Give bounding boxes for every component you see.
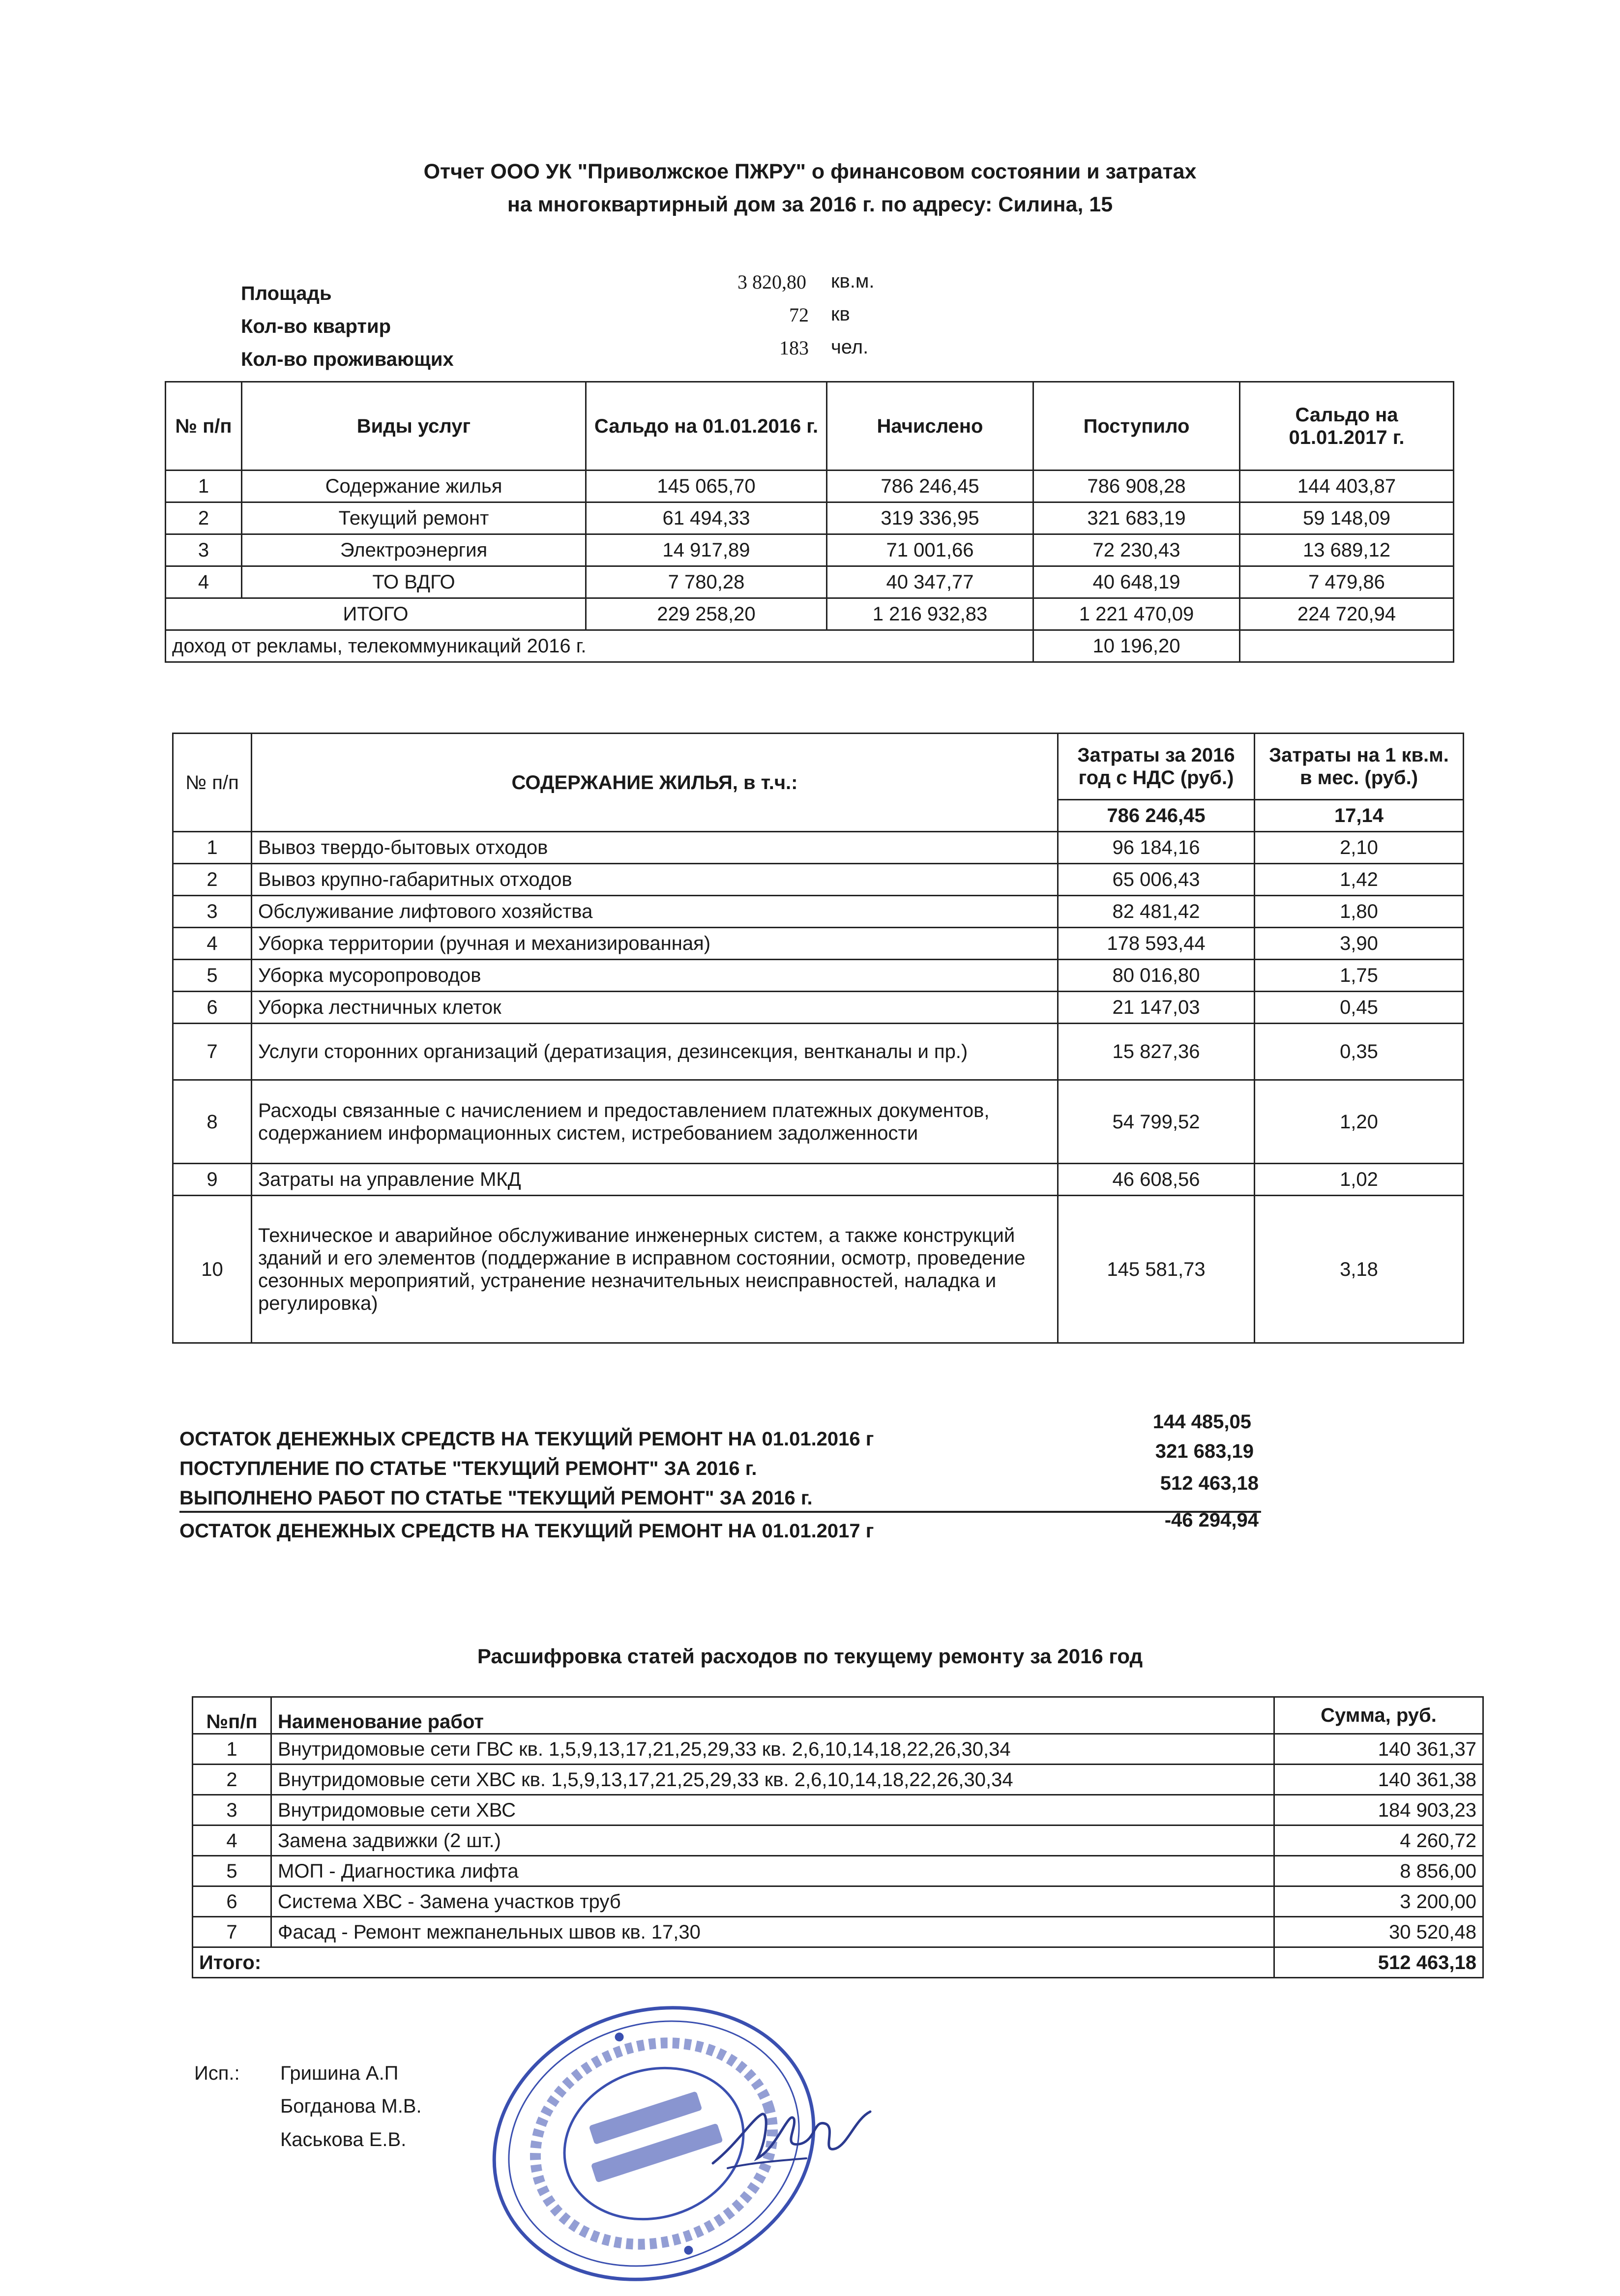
table-row — [193, 1917, 1483, 1947]
signature-stroke — [713, 2112, 870, 2163]
executor-name: Богданова М.В. — [280, 2095, 422, 2117]
row-num: 4 — [166, 566, 242, 598]
balance-start: 14 917,89 — [586, 534, 827, 566]
residents-label: Кол-во проживающих — [241, 349, 454, 370]
cost-item: Техническое и аварийное обслуживание инженерных систем, а также конструкций зданий и его элементов (поддержание в исправном состоянии, осмотр, проведение сезонных мероприятий, устранение незначительных неисправностей, наладка и регулировка) — [252, 1196, 1058, 1343]
table-row — [166, 566, 1454, 598]
executor-name: Каськова Е.В. — [280, 2129, 407, 2150]
total-cost-sqm: 17,14 — [1255, 800, 1464, 832]
services-header-row — [166, 382, 1454, 471]
service-name: ТО ВДГО — [242, 566, 586, 598]
row-num: 7 — [193, 1917, 271, 1947]
cost-year: 65 006,43 — [1058, 864, 1255, 896]
row-num: 9 — [173, 1164, 252, 1196]
seal-dot — [683, 2245, 694, 2256]
balance-end: 13 689,12 — [1240, 534, 1454, 566]
cost-item: Расходы связанные с начислением и предоставлением платежных документов, содержанием информационных систем, истребованием задолженности — [252, 1080, 1058, 1164]
work-sum: 30 520,48 — [1274, 1917, 1483, 1947]
work-sum: 184 903,23 — [1274, 1795, 1483, 1825]
row-num: 1 — [166, 471, 242, 502]
cost-item: Уборка лестничных клеток — [252, 992, 1058, 1024]
report-title-line2: на многоквартирный дом за 2016 г. по адресу: Силина, 15 — [507, 193, 1113, 216]
cost-item: Обслуживание лифтового хозяйства — [252, 896, 1058, 928]
report-title-line1: Отчет ООО УК "Приволжское ПЖРУ" о финансовом состоянии и затратах — [423, 160, 1197, 183]
seal-dot — [614, 2031, 625, 2043]
row-num: 2 — [173, 864, 252, 896]
cost-year: 46 608,56 — [1058, 1164, 1255, 1196]
cost-year: 178 593,44 — [1058, 928, 1255, 960]
received: 72 230,43 — [1033, 534, 1240, 566]
balance-start-label: ОСТАТОК ДЕНЕЖНЫХ СРЕДСТВ НА ТЕКУЩИЙ РЕМОНТ НА 01.01.2016 г — [179, 1428, 874, 1450]
table-row — [193, 1825, 1483, 1856]
handwritten-signature — [708, 2090, 875, 2188]
table-row — [193, 1765, 1483, 1795]
total-row — [193, 1947, 1483, 1978]
row-num: 2 — [166, 502, 242, 534]
col-header-received: Поступило — [1033, 382, 1240, 471]
cost-item: Вывоз твердо-бытовых отходов — [252, 832, 1058, 864]
balance-end: 7 479,86 — [1240, 566, 1454, 598]
col-header-cost-sqm: Затраты на 1 кв.м. в мес. (руб.) — [1255, 734, 1464, 800]
charged: 71 001,66 — [827, 534, 1033, 566]
table-row — [173, 1196, 1464, 1343]
repair-income-label: ПОСТУПЛЕНИЕ ПО СТАТЬЕ "ТЕКУЩИЙ РЕМОНТ" ЗА 2016 г. — [179, 1458, 757, 1479]
table-row — [173, 864, 1464, 896]
table-row — [173, 832, 1464, 864]
total-balance-end: 224 720,94 — [1240, 598, 1454, 630]
service-name: Содержание жилья — [242, 471, 586, 502]
table-row — [193, 1856, 1483, 1886]
table-row — [173, 1024, 1464, 1080]
work-name: Замена задвижки (2 шт.) — [271, 1825, 1274, 1856]
maintenance-header-row — [173, 734, 1464, 800]
repair-done-label: ВЫПОЛНЕНО РАБОТ ПО СТАТЬЕ "ТЕКУЩИЙ РЕМОНТ" ЗА 2016 г. — [179, 1487, 813, 1509]
cost-year: 96 184,16 — [1058, 832, 1255, 864]
cost-sqm: 0,35 — [1255, 1024, 1464, 1080]
cost-year: 80 016,80 — [1058, 960, 1255, 992]
repairs-header-row — [193, 1697, 1483, 1734]
cost-item: Уборка мусоропроводов — [252, 960, 1058, 992]
row-num: 10 — [173, 1196, 252, 1343]
col-header-num: № п/п — [166, 382, 242, 471]
work-name: Внутридомовые сети ХВС кв. 1,5,9,13,17,21,25,29,33 кв. 2,6,10,14,18,22,26,30,34 — [271, 1765, 1274, 1795]
repairs-table — [192, 1696, 1484, 1978]
row-num: 8 — [173, 1080, 252, 1164]
cost-item: Затраты на управление МКД — [252, 1164, 1058, 1196]
work-sum: 3 200,00 — [1274, 1886, 1483, 1917]
col-header-service: Виды услуг — [242, 382, 586, 471]
cost-year: 15 827,36 — [1058, 1024, 1255, 1080]
flats-label: Кол-во квартир — [241, 316, 391, 337]
balance-start: 145 065,70 — [586, 471, 827, 502]
row-num: 1 — [193, 1734, 271, 1765]
table-row — [166, 502, 1454, 534]
balance-end: 144 403,87 — [1240, 471, 1454, 502]
cost-sqm: 1,42 — [1255, 864, 1464, 896]
balance-end: 59 148,09 — [1240, 502, 1454, 534]
table-row — [173, 1080, 1464, 1164]
cost-sqm: 0,45 — [1255, 992, 1464, 1024]
row-num: 6 — [193, 1886, 271, 1917]
col-header-cost-year: Затраты за 2016 год с НДС (руб.) — [1058, 734, 1255, 800]
row-num: 3 — [173, 896, 252, 928]
ad-income-value: 10 196,20 — [1033, 630, 1240, 662]
cost-item: Уборка территории (ручная и механизированная) — [252, 928, 1058, 960]
table-row — [173, 992, 1464, 1024]
work-name: Внутридомовые сети ГВС кв. 1,5,9,13,17,21,25,29,33 кв. 2,6,10,14,18,22,26,30,34 — [271, 1734, 1274, 1765]
service-name: Текущий ремонт — [242, 502, 586, 534]
table-row — [166, 471, 1454, 502]
table-row — [166, 534, 1454, 566]
row-num: 2 — [193, 1765, 271, 1795]
col-header-maintenance: СОДЕРЖАНИЕ ЖИЛЬЯ, в т.ч.: — [252, 734, 1058, 832]
col-header-charged: Начислено — [827, 382, 1033, 471]
executors-label: Исп.: — [194, 2062, 240, 2084]
work-name: Внутридомовые сети ХВС — [271, 1795, 1274, 1825]
cost-sqm: 3,90 — [1255, 928, 1464, 960]
flats-value: 72 — [789, 304, 809, 326]
row-num: 1 — [173, 832, 252, 864]
col-header-balance-2016: Сальдо на 01.01.2016 г. — [586, 382, 827, 471]
received: 786 908,28 — [1033, 471, 1240, 502]
col-header-num: №п/п — [193, 1697, 271, 1734]
balance-start: 61 494,33 — [586, 502, 827, 534]
cost-sqm: 1,75 — [1255, 960, 1464, 992]
work-sum: 4 260,72 — [1274, 1825, 1483, 1856]
col-header-num: № п/п — [173, 734, 252, 832]
cost-year: 82 481,42 — [1058, 896, 1255, 928]
ad-income-label: доход от рекламы, телекоммуникаций 2016 г. — [166, 630, 1033, 662]
total-row — [166, 598, 1454, 630]
ad-income-row — [166, 630, 1454, 662]
received: 40 648,19 — [1033, 566, 1240, 598]
repairs-title: Расшифровка статей расходов по текущему ремонту за 2016 год — [477, 1645, 1143, 1668]
row-num: 3 — [193, 1795, 271, 1825]
row-num: 5 — [193, 1856, 271, 1886]
signature-stroke — [728, 2158, 806, 2168]
table-row — [193, 1795, 1483, 1825]
area-unit: кв.м. — [831, 270, 875, 292]
empty-cell — [1240, 630, 1454, 662]
total-cost-year: 786 246,45 — [1058, 800, 1255, 832]
total-charged: 1 216 932,83 — [827, 598, 1033, 630]
services-table — [165, 381, 1454, 663]
col-header-balance-2017: Сальдо на 01.01.2017 г. — [1240, 382, 1454, 471]
balance-end-value: -46 294,94 — [1164, 1509, 1259, 1531]
table-row — [173, 896, 1464, 928]
row-num: 4 — [193, 1825, 271, 1856]
total-balance-start: 229 258,20 — [586, 598, 827, 630]
area-value: 3 820,80 — [737, 271, 806, 293]
charged: 786 246,45 — [827, 471, 1033, 502]
table-row — [193, 1886, 1483, 1917]
charged: 40 347,77 — [827, 566, 1033, 598]
cost-sqm: 1,02 — [1255, 1164, 1464, 1196]
area-label: Площадь — [241, 283, 332, 304]
row-num: 3 — [166, 534, 242, 566]
total-received: 1 221 470,09 — [1033, 598, 1240, 630]
repair-income-value: 321 683,19 — [1155, 1441, 1254, 1462]
col-header-work: Наименование работ — [271, 1697, 1274, 1734]
work-sum: 8 856,00 — [1274, 1856, 1483, 1886]
residents-value: 183 — [779, 337, 809, 359]
balance-start: 7 780,28 — [586, 566, 827, 598]
cost-item: Услуги сторонних организаций (дератизация, дезинсекция, вентканалы и пр.) — [252, 1024, 1058, 1080]
work-name: МОП - Диагностика лифта — [271, 1856, 1274, 1886]
cost-item: Вывоз крупно-габаритных отходов — [252, 864, 1058, 896]
row-num: 7 — [173, 1024, 252, 1080]
service-name: Электроэнергия — [242, 534, 586, 566]
cost-sqm: 2,10 — [1255, 832, 1464, 864]
repairs-total-label: Итого: — [193, 1947, 1274, 1978]
row-num: 4 — [173, 928, 252, 960]
cost-year: 145 581,73 — [1058, 1196, 1255, 1343]
cost-year: 54 799,52 — [1058, 1080, 1255, 1164]
table-row — [173, 960, 1464, 992]
cost-sqm: 1,20 — [1255, 1080, 1464, 1164]
table-row — [173, 928, 1464, 960]
total-label: ИТОГО — [166, 598, 586, 630]
work-name: Фасад - Ремонт межпанельных швов кв. 17,30 — [271, 1917, 1274, 1947]
work-sum: 140 361,37 — [1274, 1734, 1483, 1765]
cost-sqm: 3,18 — [1255, 1196, 1464, 1343]
row-num: 6 — [173, 992, 252, 1024]
work-name: Система ХВС - Замена участков труб — [271, 1886, 1274, 1917]
repairs-total-value: 512 463,18 — [1274, 1947, 1483, 1978]
maintenance-table — [172, 733, 1464, 1344]
executor-name: Гришина А.П — [280, 2062, 399, 2084]
balance-start-value: 144 485,05 — [1152, 1411, 1251, 1433]
cost-year: 21 147,03 — [1058, 992, 1255, 1024]
table-row — [173, 1164, 1464, 1196]
residents-unit: чел. — [831, 336, 869, 358]
table-row — [193, 1734, 1483, 1765]
flats-unit: кв — [831, 303, 850, 325]
received: 321 683,19 — [1033, 502, 1240, 534]
cost-sqm: 1,80 — [1255, 896, 1464, 928]
col-header-sum: Сумма, руб. — [1274, 1697, 1483, 1734]
work-sum: 140 361,38 — [1274, 1765, 1483, 1795]
charged: 319 336,95 — [827, 502, 1033, 534]
repair-done-value: 512 463,18 — [1160, 1472, 1259, 1494]
row-num: 5 — [173, 960, 252, 992]
balance-end-label: ОСТАТОК ДЕНЕЖНЫХ СРЕДСТВ НА ТЕКУЩИЙ РЕМОНТ НА 01.01.2017 г — [179, 1520, 874, 1542]
